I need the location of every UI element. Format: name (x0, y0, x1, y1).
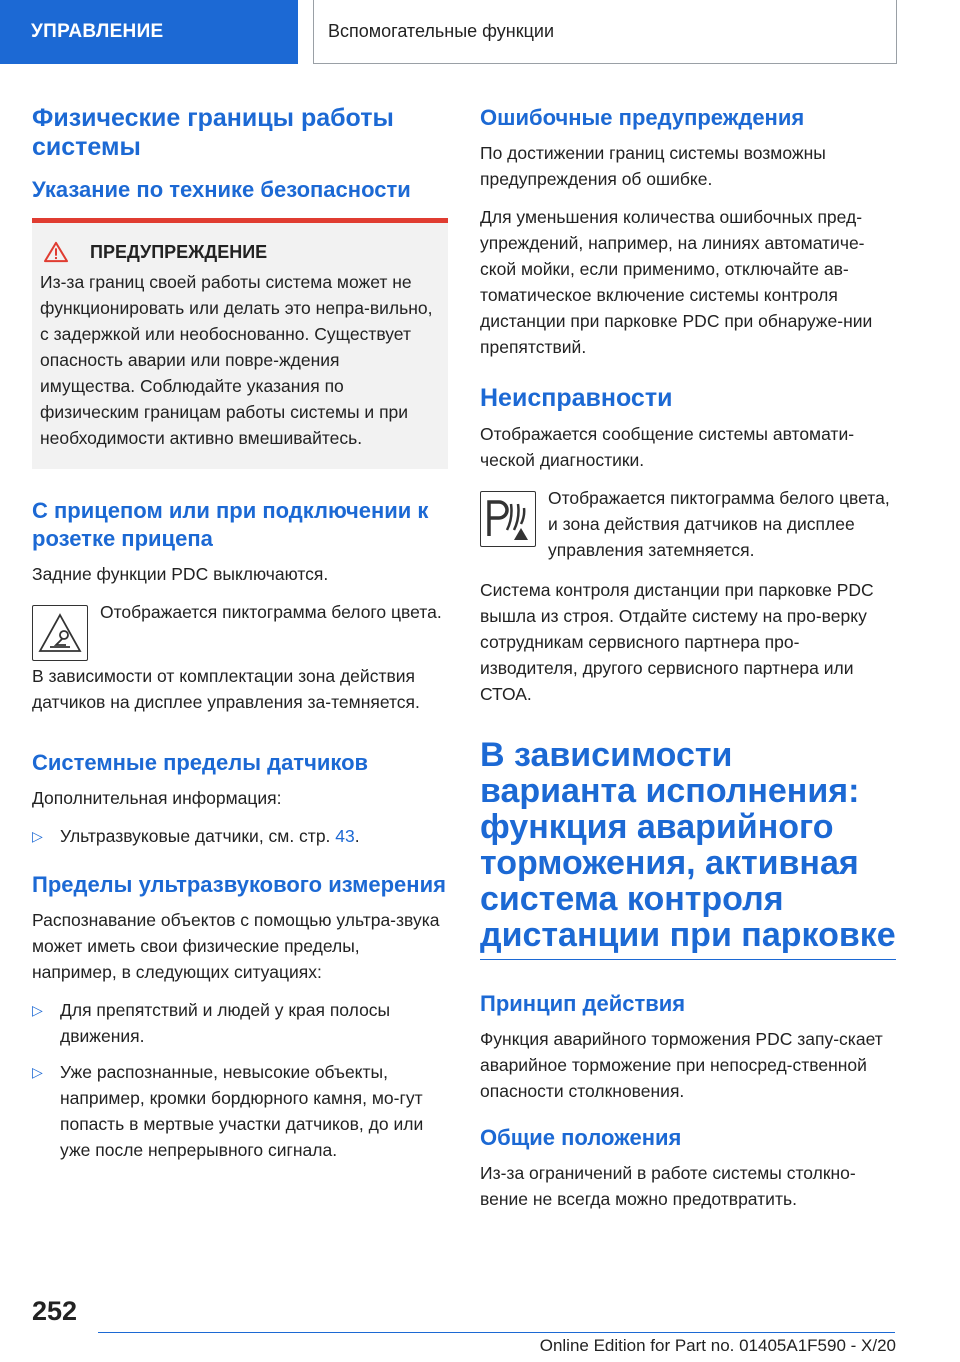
sensor-limits-heading: Системные пределы датчиков (32, 750, 369, 775)
list-item: ▷ Для препятствий и людей у края полосы движения. (32, 997, 448, 1049)
footer-divider (98, 1332, 895, 1333)
false-warnings-text1: По достижении границ системы возможны предупреждения об ошибке. (480, 143, 826, 189)
emergency-braking-title: В зависимости варианта исполнения: функция аварийного торможения, активная система контроля дистанции при парковке (480, 737, 896, 960)
general-text: Из-за ограничений в работе системы столкно-вение не всегда можно предотвратить. (480, 1163, 856, 1209)
left-column (32, 104, 448, 1177)
section-tab: УПРАВЛЕНИЕ (0, 0, 298, 64)
sensor-list (32, 823, 448, 849)
ultrasonic-list (32, 997, 448, 1163)
principle-heading: Принцип действия (480, 991, 686, 1016)
warning-label: ПРЕДУПРЕЖДЕНИЕ (90, 241, 268, 262)
trailer-pictogram (32, 605, 88, 661)
malfunction-text2: Система контроля дистанции при парковке PDC вышла из строя. Отдайте систему на про-верку сотрудникам сервисного партнера про-изводителя, другого сервисного партнера или СТОА. (480, 580, 874, 704)
general-heading: Общие положения (480, 1125, 682, 1150)
trailer-text: Задние функции PDC выключаются. (32, 564, 329, 584)
chapter-title: Вспомогательные функции (313, 0, 897, 64)
warning-box (32, 218, 448, 469)
warning-header (40, 241, 438, 263)
trailer-heading: С прицепом или при подключении к розетке прицепа (32, 498, 429, 551)
pdc-pictogram (480, 491, 536, 547)
right-column (480, 104, 896, 1224)
malfunction-heading: Неисправности (480, 384, 673, 412)
false-warnings-heading: Ошибочные предупреждения (480, 105, 805, 130)
false-warnings-text2: Для уменьшения количества ошибочных пред-упреждений, например, на линиях автоматиче-ской мойки, если применимо, отключайте ав-томатическое включение системы контроля дистанции при парковке PDC при обнаруже-нии препятствий. (480, 207, 873, 357)
footer-edition: Online Edition for Part no. 01405A1F590 - X/20 (539, 1336, 896, 1355)
sensor-limits-text: Дополнительная информация: (32, 788, 282, 808)
ultrasonic-heading: Пределы ультразвукового измерения (32, 872, 446, 897)
trailer-icon-text: Отображается пиктограмма белого цвета. (100, 602, 442, 622)
trailer-text2: В зависимости от комплектации зона действия датчиков на дисплее управления за-темняется. (32, 666, 420, 712)
trailer-hitch-icon (36, 609, 84, 657)
page-number: 252 (32, 1296, 78, 1326)
warning-text: Из-за границ своей работы система может не функционировать или делать это непра-вильно, с задержкой или необоснованно. Существует опасность аварии или повре-ждения имущества. Соблюдайте указания по физическим границам работы системы и при необходимости активно вмешивайтесь. (40, 272, 433, 448)
malfunction-icon-text: Отображается пиктограмма белого цвета, и зона действия датчиков на дисплее управления затемняется. (548, 488, 890, 560)
list-item: ▷ Ультразвуковые датчики, см. стр. 43. (32, 823, 448, 849)
principle-text: Функция аварийного торможения PDC запу-скает аварийное торможение при непосред-ственной опасности столкновения. (480, 1029, 883, 1101)
physical-limits-title: Физические границы работы системы (32, 104, 394, 161)
safety-heading: Указание по технике безопасности (32, 177, 411, 202)
pdc-sensor-icon (483, 494, 533, 544)
list-item: ▷ Уже распознанные, невысокие объекты, например, кромки бордюрного камня, мо-гут попасть в мертвые участки датчиков, до или уже после непрерывного сигнала. (32, 1059, 448, 1163)
malfunction-text: Отображается сообщение системы автомати-ческой диагностики. (480, 424, 855, 470)
ultrasonic-text: Распознавание объектов с помощью ультра-звука может иметь свои физические пределы, например, в следующих ситуациях: (32, 910, 440, 982)
trailer-icon-row (32, 599, 448, 661)
warning-triangle-icon (42, 241, 70, 263)
malfunction-icon-row (480, 485, 896, 563)
page-link-43[interactable]: 43 (335, 826, 355, 846)
